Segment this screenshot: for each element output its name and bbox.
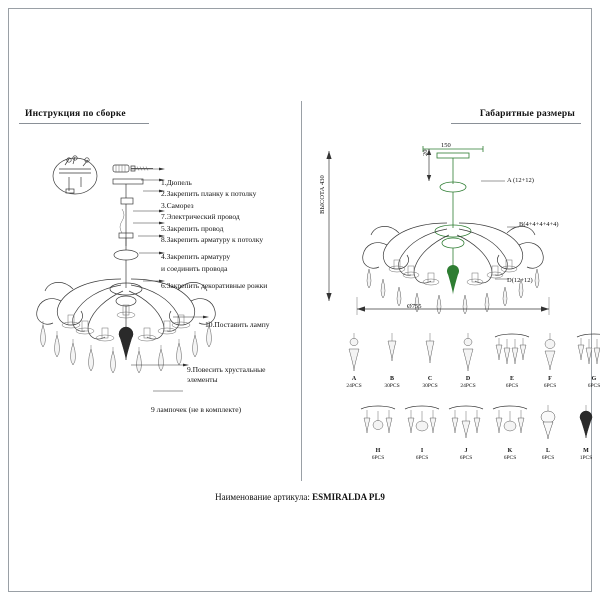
part-label: C — [427, 376, 433, 382]
part-qty: 6PCS — [587, 383, 600, 389]
dimension-height: ВЫСОТА 430 — [319, 175, 326, 214]
step-5: 5.Закрепить провод — [161, 223, 224, 233]
part-thumbnail — [399, 403, 445, 447]
part-qty: 6PCS — [415, 455, 429, 461]
step-1: 1.Дюпель — [161, 178, 192, 187]
part-thumbnail — [571, 331, 600, 375]
part-label: L — [545, 448, 550, 454]
part-qty: 24PCS — [346, 383, 362, 389]
section-title-dimensions: Габаритные размеры — [479, 109, 575, 119]
part-label: E — [509, 376, 514, 382]
assembly-step-list — [161, 177, 267, 292]
part-label: I — [420, 448, 424, 454]
part-item — [413, 331, 447, 389]
part-item — [533, 331, 567, 389]
step-6: 6.Закрепить декоративные рожки — [161, 281, 268, 291]
note-step-9-line1: 9.Повесить хрустальные — [187, 365, 266, 374]
part-label: H — [375, 448, 381, 454]
width-dimension — [357, 297, 549, 315]
part-qty: 1PCS — [579, 455, 593, 461]
part-item — [487, 403, 533, 461]
central-rod — [114, 204, 138, 260]
part-item — [571, 331, 600, 389]
step-4: 4.Закрепить арматуру — [161, 252, 231, 262]
ceiling-plate — [423, 146, 483, 295]
part-thumbnail — [355, 403, 401, 447]
part-item — [489, 331, 535, 389]
part-qty: 24PCS — [460, 383, 476, 389]
part-qty: 30PCS — [422, 383, 438, 389]
note-step-9-line2: элементы — [187, 375, 218, 384]
part-qty: 6PCS — [503, 455, 517, 461]
callout-b: B(4+4+4+4+4) — [519, 221, 559, 228]
part-qty: 30PCS — [384, 383, 400, 389]
part-thumbnail — [337, 331, 371, 375]
article-number: ESMIRALDA PL9 — [312, 492, 385, 502]
part-thumbnail — [489, 331, 535, 375]
dimension-diameter: Ø755 — [407, 303, 422, 310]
part-item — [451, 331, 485, 389]
part-label: K — [507, 448, 513, 454]
part-item — [569, 403, 600, 461]
part-thumbnail — [451, 331, 485, 375]
part-qty: 6PCS — [543, 383, 557, 389]
dimensions-title-underline — [451, 123, 581, 124]
part-thumbnail — [375, 331, 409, 375]
part-label: A — [351, 376, 357, 382]
step-3: 3.Саморез — [161, 200, 194, 210]
part-thumbnail — [443, 403, 489, 447]
note-step-10: 10.Поставить лампу — [205, 320, 270, 329]
article-caption-prefix: Наименование артикула: — [215, 492, 313, 502]
part-qty: 6PCS — [505, 383, 519, 389]
part-thumbnail — [533, 331, 567, 375]
part-label: F — [548, 376, 552, 382]
part-qty: 6PCS — [371, 455, 385, 461]
part-thumbnail — [487, 403, 533, 447]
part-label: D — [465, 376, 471, 382]
part-label: G — [591, 376, 597, 382]
dowel-screw-icons — [113, 165, 153, 204]
ceiling-mount-detail — [53, 156, 97, 194]
dimension-plate-width: 150 — [441, 142, 451, 149]
part-thumbnail — [531, 403, 565, 447]
part-qty: 6PCS — [459, 455, 473, 461]
part-label: B — [389, 376, 394, 382]
parts-list — [331, 331, 600, 471]
part-item — [355, 403, 401, 461]
section-title-assembly: Инструкция по сборке — [25, 109, 126, 119]
note-lamp-count: 9 лампочек (не в комплекте) — [151, 405, 242, 414]
part-thumbnail — [569, 403, 600, 447]
step-8: 8.Закрепить арматуру к потолку — [161, 235, 264, 245]
dimension-rod: 20 — [422, 149, 429, 156]
part-item — [531, 403, 565, 461]
part-item — [375, 331, 409, 389]
part-qty: 6PCS — [541, 455, 555, 461]
part-item — [443, 403, 489, 461]
callout-a: A (12+12) — [507, 177, 534, 184]
step-7: 7.Электрический провод — [161, 212, 240, 222]
article-caption — [9, 492, 591, 502]
part-label: J — [464, 448, 468, 454]
height-dimension — [326, 151, 331, 301]
step-2: 2.Закрепить планку к потолку — [161, 189, 257, 199]
assembly-title-underline — [19, 123, 149, 124]
part-item — [399, 403, 445, 461]
part-item — [337, 331, 371, 389]
callout-leaders — [481, 181, 519, 279]
callout-c: D(12+12) — [507, 277, 533, 284]
step-4-cont: и соединить провода — [161, 263, 228, 273]
part-label: M — [583, 448, 589, 454]
part-thumbnail — [413, 331, 447, 375]
instruction-sheet — [8, 8, 600, 592]
